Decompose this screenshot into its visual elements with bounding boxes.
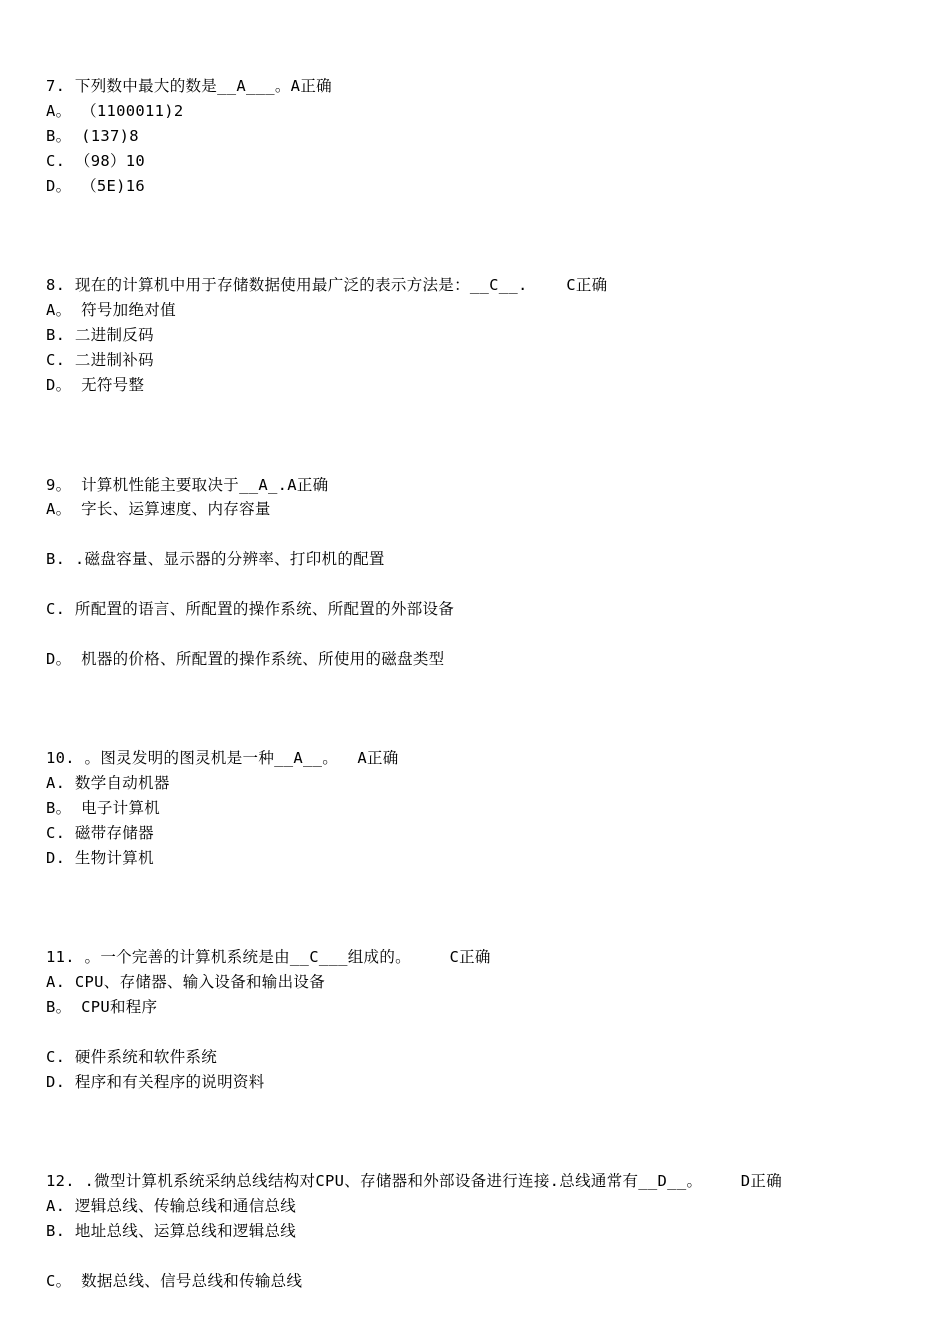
question-11-option-c: C. 硬件系统和软件系统	[46, 1048, 218, 1066]
question-7-option-d: D。 （5E)16	[46, 177, 146, 195]
question-7-option-c: C. （98）10	[46, 152, 146, 170]
question-8-option-d: D。 无符号整	[46, 376, 145, 394]
question-12-option-b: B. 地址总线、运算总线和逻辑总线	[46, 1222, 297, 1240]
question-8-option-c: C. 二进制补码	[46, 351, 154, 369]
question-11-option-a: A. CPU、存储器、输入设备和输出设备	[46, 973, 325, 991]
question-10-option-b: B。 电子计算机	[46, 799, 161, 817]
question-12-option-a: A. 逻辑总线、传输总线和通信总线	[46, 1197, 297, 1215]
question-7-option-a: A。 （1100011)2	[46, 102, 184, 120]
question-9-stem: 9。 计算机性能主要取决于__A_.A正确	[46, 476, 329, 494]
question-8-option-b: B. 二进制反码	[46, 326, 154, 344]
question-11-stem: 11. 。一个完善的计算机系统是由__C___组成的。 C正确	[46, 948, 491, 966]
question-12-option-c: C。 数据总线、信号总线和传输总线	[46, 1272, 303, 1290]
question-8-stem: 8. 现在的计算机中用于存储数据使用最广泛的表示方法是：__C__. C正确	[46, 276, 608, 294]
question-8-option-a: A。 符号加绝对值	[46, 301, 176, 319]
question-9-option-c: C. 所配置的语言、所配置的操作系统、所配置的外部设备	[46, 600, 455, 618]
question-10-option-c: C. 磁带存储器	[46, 824, 154, 842]
question-11-option-b: B。 CPU和程序	[46, 998, 158, 1016]
question-9-option-b: B. .磁盘容量、显示器的分辨率、打印机的配置	[46, 550, 385, 568]
question-10-stem: 10. 。图灵发明的图灵机是一种__A__。 A正确	[46, 749, 399, 767]
question-7-stem: 7. 下列数中最大的数是__A___。A正确	[46, 77, 332, 95]
question-9-option-a: A。 字长、运算速度、内存容量	[46, 500, 271, 518]
question-11-option-d: D. 程序和有关程序的说明资料	[46, 1073, 265, 1091]
question-10-option-d: D. 生物计算机	[46, 849, 154, 867]
question-7-option-b: B。 (137)8	[46, 127, 139, 145]
question-10-option-a: A. 数学自动机器	[46, 774, 170, 792]
question-12-stem: 12. .微型计算机系统采纳总线结构对CPU、存储器和外部设备进行连接.总线通常有__D__。 D正确	[46, 1172, 783, 1190]
question-9-option-d: D。 机器的价格、所配置的操作系统、所使用的磁盘类型	[46, 650, 445, 668]
